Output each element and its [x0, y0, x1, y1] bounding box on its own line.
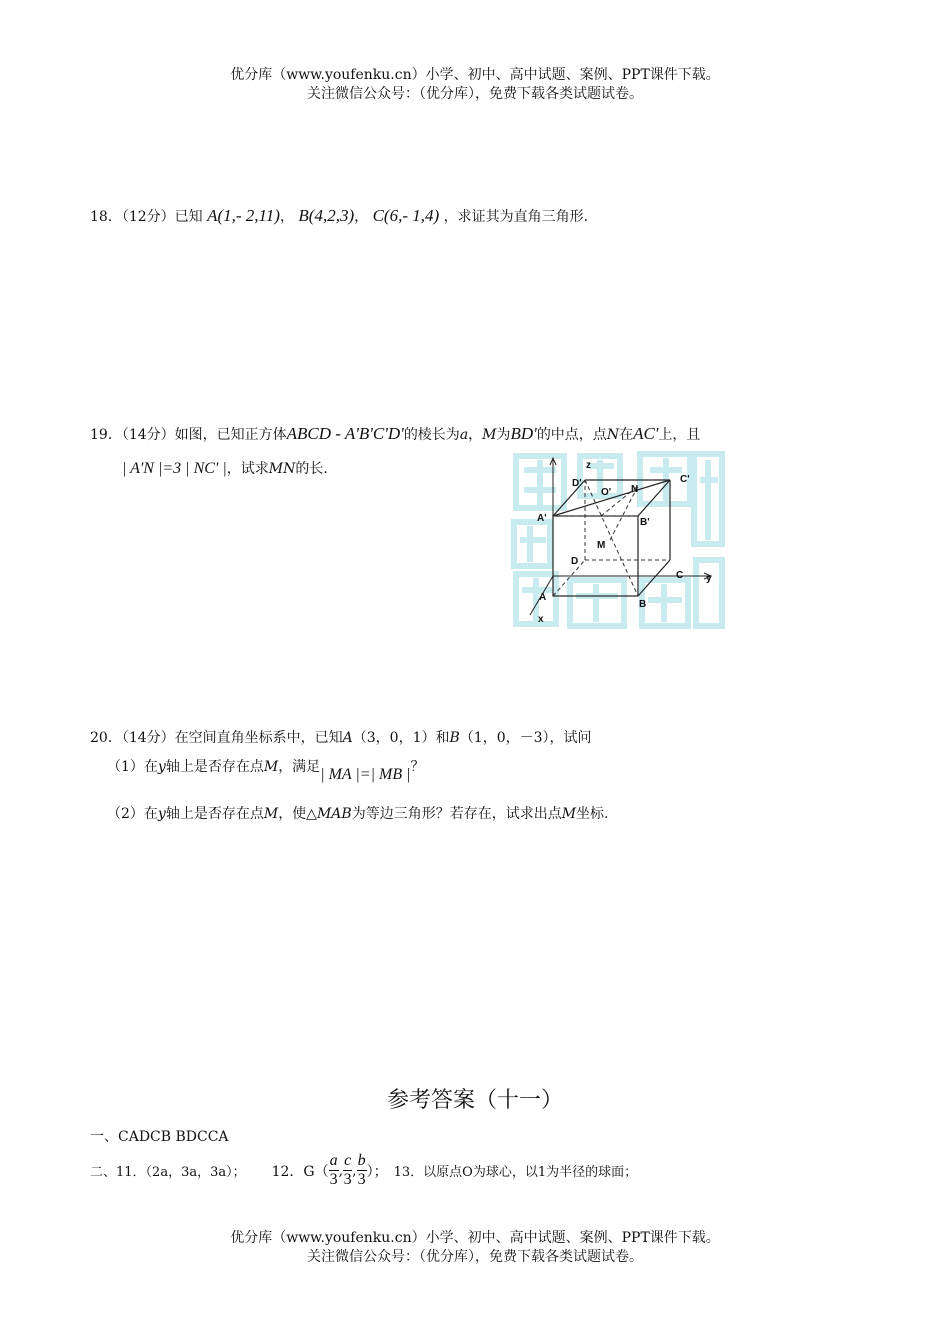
- q20-p2-text: 轴上是否存在点: [165, 806, 264, 822]
- label-c: C: [676, 570, 684, 581]
- q18-point-c: C(6,- 1,4): [372, 206, 440, 225]
- label-d1: D': [572, 478, 582, 489]
- q20-p1-text: ，满足: [278, 759, 321, 775]
- q19-text: 为: [496, 427, 511, 443]
- q20-y: y: [157, 806, 166, 822]
- q19-text: 的棱长为: [403, 427, 460, 443]
- label-y: y: [706, 573, 712, 584]
- frac-den: 3: [343, 1171, 352, 1188]
- answers-q12-end: ）；: [366, 1163, 388, 1180]
- question-20-part2: [107, 803, 609, 823]
- frac-num: a: [329, 1152, 338, 1169]
- label-a: A: [539, 592, 547, 603]
- page-footer: [0, 1229, 950, 1267]
- q19-text: ，: [468, 427, 483, 443]
- label-b: B: [639, 599, 647, 610]
- answers-part2: [90, 1152, 637, 1189]
- q20-m: M: [561, 806, 577, 822]
- q18-number: 18．（12分）已知: [90, 209, 203, 225]
- q20-p1-text: ？: [410, 759, 425, 775]
- answers-title: 参考答案（十一）: [386, 1088, 563, 1113]
- question-20-line1: [90, 727, 592, 747]
- answers-part1: 一、CADCB BDCCA: [90, 1129, 229, 1145]
- label-c1: C': [680, 474, 690, 485]
- q20-b: B: [449, 730, 460, 746]
- footer-line-2: 关注微信公众号：（优分库），免费下载各类试题试卷。: [307, 1249, 643, 1265]
- q19-text: 在: [619, 427, 634, 443]
- q19-text: ，试求: [226, 461, 269, 477]
- q19-text: 的长.: [295, 461, 328, 477]
- q19-condition: | A'N |=3 | NC' |: [122, 460, 227, 477]
- footer-line-1: 优分库（www.youfenku.cn）小学、初中、高中试题、案例、PPT课件下载。: [230, 1230, 720, 1246]
- frac-a-3: [329, 1152, 339, 1189]
- label-d: D: [571, 556, 579, 567]
- q20-a: A: [342, 730, 353, 746]
- q19-cube: ABCD - A'B'C'D': [286, 424, 404, 443]
- q20-b-coords: （1，0，－3），试问: [459, 730, 592, 746]
- q20-p1-text: （1）在: [107, 759, 158, 775]
- q19-text: 上，且: [658, 427, 701, 443]
- frac-num: b: [357, 1152, 366, 1169]
- label-z: z: [586, 460, 591, 471]
- q18-sep: ，: [279, 209, 294, 225]
- label-n: N: [631, 484, 639, 495]
- q18-point-b: B(4,2,3): [298, 206, 355, 225]
- q20-y: y: [157, 759, 166, 775]
- q19-bd: BD': [510, 424, 537, 443]
- q19-m: M: [482, 427, 497, 443]
- q20-p2-text: 为等边三角形？若存在，试求出点: [351, 806, 562, 822]
- page-header: [0, 66, 950, 104]
- q19-text: 的中点，点: [536, 427, 607, 443]
- label-m: M: [597, 540, 606, 551]
- answers-q13: 13．以原点O为球心，以1为半径的球面；: [393, 1165, 638, 1180]
- frac-num: c: [344, 1152, 352, 1169]
- frac-den: 3: [329, 1171, 338, 1188]
- frac-c-3: [343, 1152, 352, 1189]
- frac-comma: ,: [338, 1162, 344, 1179]
- question-19-line2: [122, 458, 328, 478]
- q20-m: M: [263, 759, 279, 775]
- q20-p2-text: 坐标.: [576, 806, 609, 822]
- label-b1: B': [640, 517, 650, 528]
- q20-a-coords: （3，0，1）和: [352, 730, 450, 746]
- frac-den: 3: [357, 1171, 366, 1188]
- q20-number: 20．（14分）在空间直角坐标系中，已知: [90, 730, 343, 746]
- question-19-line1: [90, 424, 700, 444]
- q19-a: a: [459, 427, 469, 443]
- q20-p1-text: 轴上是否存在点: [165, 759, 264, 775]
- q19-n: N: [606, 427, 620, 443]
- q18-tail: ，求证其为直角三角形.: [443, 209, 589, 225]
- q20-mab: MAB: [316, 806, 352, 822]
- label-a1: A': [537, 513, 547, 524]
- answers-q11: 二、11．（2a，3a，3a）；: [90, 1165, 246, 1180]
- q19-number: 19．（14分）如图，已知正方体: [90, 427, 287, 443]
- header-line-2: 关注微信公众号：（优分库），免费下载各类试题试卷。: [307, 86, 643, 102]
- q19-mn: MN: [268, 461, 296, 477]
- q18-sep: ，: [354, 209, 369, 225]
- q19-ac: AC': [633, 424, 659, 443]
- frac-comma: ,: [352, 1162, 357, 1179]
- q20-p2-text: ，使△: [278, 806, 317, 822]
- question-18: [90, 206, 588, 226]
- answers-q12-prefix: 12．G（: [271, 1163, 329, 1180]
- header-line-1: 优分库（www.youfenku.cn）小学、初中、高中试题、案例、PPT课件下载。: [230, 67, 720, 83]
- q20-p2-text: （2）在: [107, 806, 158, 822]
- label-x: x: [538, 614, 544, 625]
- label-o1: O': [601, 487, 612, 498]
- frac-b-3: [357, 1152, 367, 1189]
- q18-point-a: A(1,- 2,11): [207, 206, 280, 225]
- q20-p1-condition: | MA |=| MB |: [320, 766, 411, 783]
- question-20-part1: [107, 756, 425, 783]
- q20-m: M: [263, 806, 279, 822]
- cube-figure: [510, 450, 730, 632]
